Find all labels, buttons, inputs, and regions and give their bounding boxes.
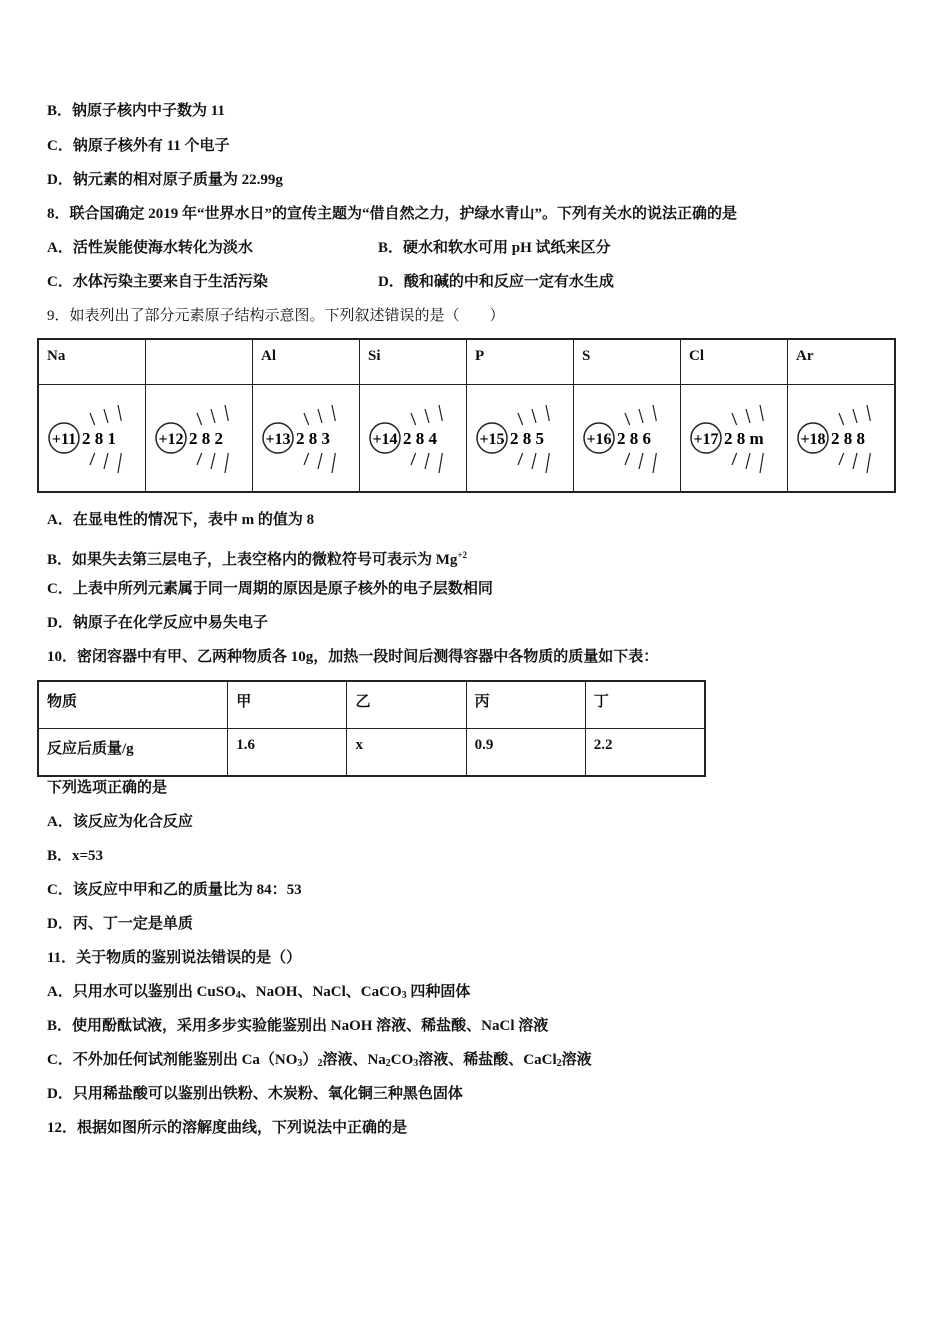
q12-stem: 12．根据如图所示的溶解度曲线，下列说法中正确的是 bbox=[47, 1120, 408, 1136]
shell-arc bbox=[211, 453, 215, 469]
shell-arc bbox=[518, 453, 523, 465]
shell-arc bbox=[411, 413, 416, 425]
subscript: 2 bbox=[556, 1058, 562, 1069]
q9-stem: 9．如表列出了部分元素原子结构示意图。下列叙述错误的是（ ） bbox=[47, 308, 505, 324]
shell-arc bbox=[546, 453, 549, 473]
element-symbol-cell: Cl bbox=[681, 339, 788, 385]
q9-option-a: A．在显电性的情况下，表中 m 的值为 8 bbox=[47, 512, 315, 528]
atom-diagram-cell bbox=[467, 385, 574, 493]
shell-arc bbox=[425, 409, 429, 423]
shell-arc bbox=[625, 413, 630, 425]
charge-superscript: +2 bbox=[457, 550, 468, 560]
q10-option-d: D．丙、丁一定是单质 bbox=[47, 916, 193, 932]
atom-structure-diagram bbox=[46, 393, 138, 483]
q11-option-d: D．只用稀盐酸可以鉴别出铁粉、木炭粉、氧化铜三种黑色固体 bbox=[47, 1086, 463, 1102]
nucleus-charge: +12 bbox=[158, 431, 184, 448]
shell-arc bbox=[760, 405, 763, 421]
shell-arc bbox=[225, 453, 228, 473]
q10-option-b: B．x=53 bbox=[47, 848, 104, 864]
shell-arc bbox=[104, 409, 108, 423]
atom-structure-diagram bbox=[581, 393, 673, 483]
shell-arc bbox=[225, 405, 228, 421]
shell-arc bbox=[411, 453, 416, 465]
shell-arc bbox=[639, 409, 643, 423]
shell-arc bbox=[746, 409, 750, 423]
header-cell: 乙 bbox=[347, 681, 466, 729]
q11-stem: 11．关于物质的鉴别说法错误的是（） bbox=[47, 950, 302, 966]
electron-shells: 2 8 m bbox=[724, 429, 764, 448]
shell-arc bbox=[304, 413, 309, 425]
element-symbol-cell: P bbox=[467, 339, 574, 385]
shell-arc bbox=[118, 405, 121, 421]
text: A．只用水可以鉴别出 CuSO bbox=[47, 984, 236, 1000]
atom-structure-diagram bbox=[474, 393, 566, 483]
q8-stem: 8．联合国确定 2019 年“世界水日”的宣传主题为“借自然之力，护绿水青山”。下列有关水的说法正确的是 bbox=[47, 206, 738, 222]
element-symbol-cell bbox=[146, 339, 253, 385]
text: CO bbox=[390, 1052, 414, 1068]
electron-shells: 2 8 3 bbox=[296, 429, 330, 448]
shell-arc bbox=[639, 453, 643, 469]
shell-arc bbox=[653, 405, 656, 421]
shell-arc bbox=[732, 453, 737, 465]
q10-prompt: 下列选项正确的是 bbox=[47, 780, 168, 796]
shell-arc bbox=[853, 453, 857, 469]
atom-structure-diagram bbox=[153, 393, 245, 483]
atom-diagram-cell bbox=[38, 385, 146, 493]
q9-option-b-text: B．如果失去第三层电子，上表空格内的微粒符号可表示为 Mg bbox=[47, 552, 458, 568]
nucleus-charge: +15 bbox=[479, 431, 505, 448]
q8-option-a: A．活性炭能使海水转化为淡水 bbox=[47, 240, 253, 256]
q9-option-d: D．钠原子在化学反应中易失电子 bbox=[47, 615, 268, 631]
atom-structure-diagram bbox=[367, 393, 459, 483]
atom-diagram-cell bbox=[574, 385, 681, 493]
shell-arc bbox=[332, 405, 335, 421]
mass-cell: 1.6 bbox=[228, 729, 347, 777]
shell-arc bbox=[318, 453, 322, 469]
nucleus-charge: +17 bbox=[693, 431, 719, 448]
q7-option-c: C．钠原子核外有 11 个电子 bbox=[47, 138, 230, 154]
electron-shells: 2 8 5 bbox=[510, 429, 544, 448]
atom-diagram-cell bbox=[146, 385, 253, 493]
q9-option-b bbox=[47, 545, 467, 570]
subscript: 2 bbox=[317, 1058, 323, 1069]
q10-stem: 10．密闭容器中有甲、乙两种物质各 10g，加热一段时间后测得容器中各物质的质量如下表： bbox=[47, 649, 659, 665]
shell-arc bbox=[197, 413, 202, 425]
shell-arc bbox=[760, 453, 763, 473]
q8-option-c: C．水体污染主要来自于生活污染 bbox=[47, 274, 268, 290]
nucleus-charge: +11 bbox=[51, 431, 77, 448]
subscript: 3 bbox=[401, 990, 407, 1001]
q11-option-c bbox=[47, 1050, 592, 1074]
q7-option-b: B．钠原子核内中子数为 11 bbox=[47, 103, 225, 119]
mass-cell: 2.2 bbox=[585, 729, 705, 777]
shell-arc bbox=[304, 453, 309, 465]
q7-option-d: D．钠元素的相对原子质量为 22.99g bbox=[47, 172, 283, 188]
shell-arc bbox=[839, 413, 844, 425]
electron-shells: 2 8 1 bbox=[82, 429, 116, 448]
header-cell: 丁 bbox=[585, 681, 705, 729]
shell-arc bbox=[746, 453, 750, 469]
electron-shells: 2 8 4 bbox=[403, 429, 437, 448]
nucleus-charge: +14 bbox=[372, 431, 398, 448]
shell-arc bbox=[853, 409, 857, 423]
element-symbol-cell: S bbox=[574, 339, 681, 385]
shell-arc bbox=[439, 405, 442, 421]
text: 、NaOH、NaCl、CaCO bbox=[240, 984, 402, 1000]
subscript: 4 bbox=[235, 990, 241, 1001]
shell-arc bbox=[653, 453, 656, 473]
q11-option-b: B．使用酚酞试液，采用多步实验能鉴别出 NaOH 溶液、稀盐酸、NaCl 溶液 bbox=[47, 1018, 549, 1034]
shell-arc bbox=[867, 405, 870, 421]
shell-arc bbox=[732, 413, 737, 425]
shell-arc bbox=[625, 453, 630, 465]
mass-cell: x bbox=[347, 729, 466, 777]
shell-arc bbox=[90, 413, 95, 425]
atom-diagram-cell bbox=[253, 385, 360, 493]
mass-cell: 0.9 bbox=[466, 729, 585, 777]
electron-shells: 2 8 6 bbox=[617, 429, 651, 448]
text: C．不外加任何试剂能鉴别出 Ca（NO bbox=[47, 1052, 298, 1068]
shell-arc bbox=[867, 453, 870, 473]
nucleus-charge: +16 bbox=[586, 431, 612, 448]
atom-structure-diagram bbox=[688, 393, 780, 483]
shell-arc bbox=[104, 453, 108, 469]
mass-table bbox=[37, 680, 706, 777]
shell-arc bbox=[532, 453, 536, 469]
header-cell: 甲 bbox=[228, 681, 347, 729]
q8-option-b: B．硬水和软水可用 pH 试纸来区分 bbox=[378, 240, 611, 256]
atom-diagram-cell bbox=[360, 385, 467, 493]
subscript: 3 bbox=[413, 1058, 419, 1069]
subscript: 2 bbox=[385, 1058, 391, 1069]
q10-option-c: C．该反应中甲和乙的质量比为 84：53 bbox=[47, 882, 302, 898]
q11-option-a bbox=[47, 982, 470, 1006]
shell-arc bbox=[839, 453, 844, 465]
element-symbol-cell: Na bbox=[38, 339, 146, 385]
electron-shells: 2 8 8 bbox=[831, 429, 865, 448]
header-cell: 物质 bbox=[38, 681, 228, 729]
subscript: 3 bbox=[297, 1058, 303, 1069]
shell-arc bbox=[532, 409, 536, 423]
element-symbol-cell: Al bbox=[253, 339, 360, 385]
element-symbol-cell: Ar bbox=[788, 339, 896, 385]
text: 溶液 bbox=[561, 1052, 592, 1068]
electron-shells: 2 8 2 bbox=[189, 429, 223, 448]
shell-arc bbox=[332, 453, 335, 473]
atom-structure-diagram bbox=[260, 393, 352, 483]
text: ） bbox=[302, 1052, 318, 1068]
atom-diagram-cell bbox=[788, 385, 896, 493]
nucleus-charge: +18 bbox=[800, 431, 826, 448]
atom-diagram-cell bbox=[681, 385, 788, 493]
text: 溶液、Na bbox=[322, 1052, 386, 1068]
atom-structure-diagram bbox=[795, 393, 887, 483]
shell-arc bbox=[118, 453, 121, 473]
text: 四种固体 bbox=[406, 984, 471, 1000]
q10-option-a: A．该反应为化合反应 bbox=[47, 814, 193, 830]
q9-option-c: C．上表中所列元素属于同一周期的原因是原子核外的电子层数相同 bbox=[47, 581, 493, 597]
text: 溶液、稀盐酸、CaCl bbox=[418, 1052, 557, 1068]
nucleus-charge: +13 bbox=[265, 431, 291, 448]
shell-arc bbox=[211, 409, 215, 423]
shell-arc bbox=[518, 413, 523, 425]
element-symbol-cell: Si bbox=[360, 339, 467, 385]
mass-cell: 反应后质量/g bbox=[38, 729, 228, 777]
atom-structure-table bbox=[37, 338, 896, 493]
shell-arc bbox=[439, 453, 442, 473]
header-cell: 丙 bbox=[466, 681, 585, 729]
shell-arc bbox=[318, 409, 322, 423]
shell-arc bbox=[425, 453, 429, 469]
shell-arc bbox=[197, 453, 202, 465]
shell-arc bbox=[546, 405, 549, 421]
q8-option-d: D．酸和碱的中和反应一定有水生成 bbox=[378, 274, 614, 290]
shell-arc bbox=[90, 453, 95, 465]
